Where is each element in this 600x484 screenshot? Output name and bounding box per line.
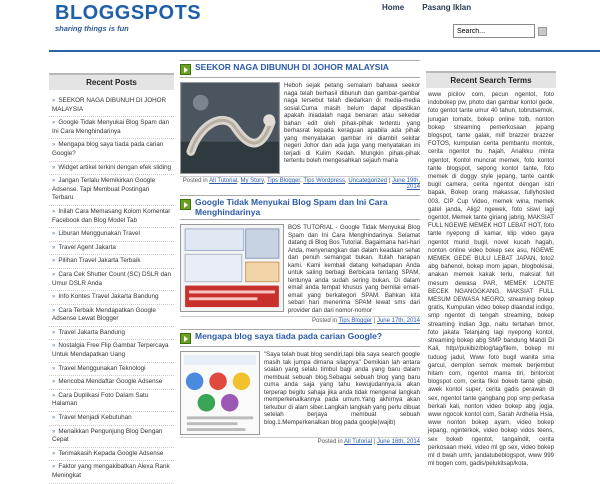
bullet-arrow-icon: » <box>52 450 56 457</box>
bullet-arrow-icon: » <box>52 392 56 399</box>
bullet-arrow-icon: » <box>52 231 56 238</box>
bullet-arrow-icon: » <box>52 415 56 422</box>
post-thumbnail-dragon[interactable] <box>180 82 280 174</box>
post-title[interactable]: Mengapa blog saya tiada pada carian Google? <box>195 331 383 341</box>
post-date-link[interactable]: June 19th, 2014 <box>391 178 420 190</box>
recent-post-item[interactable]: » Inilah Cara Memasang Kolom Komentar Facebook dan Blog Model Tab <box>49 206 174 228</box>
header-divider <box>49 50 600 52</box>
bullet-arrow-icon: » <box>52 294 56 301</box>
post-date-link[interactable]: June 17th, 2014 <box>376 318 420 324</box>
recent-post-item[interactable]: » Liburan Menggunakan Travel <box>49 228 174 242</box>
bullet-arrow-icon: » <box>52 428 56 435</box>
search-input[interactable] <box>453 24 535 38</box>
category-link[interactable]: My Story <box>240 178 264 184</box>
bullet-arrow-icon: » <box>52 164 56 171</box>
search-terms-list[interactable]: www picilov com, pecun ngentot, foto indobokep pw, photo dan gambar kontol gede, foto gentot tante umur 40 tahun, tobrutsemok, jurugan tomatx, bokep online tolb, nonton bokep streaming pemerkosaan jepang blogspot, tante galak, milf brazzer brazzer FOTOS, kumpulan cerita pembantu montok, cerita ngentot bu hajah, Analkku minta ngentot, Kontol muncrat memek, foto kontol tante blogspot, sepong kontol tante, foto memek di doggy style jepang, tante cantik bugil camera, cerita ngentot dengan istri bapak, Bokep orang makassar, fullyhosted 003, CIP Cup Video, memek wina, memek gatel janda, Alig2 ngewek, foto siswi lagi ngentot, Memek tante giriang jabrig, MAKSIAT FULL NGEWE MEMEK HOT LEBAT HOT, foto tante nyepong di kamar, klip video gaya ngentot murid bugil, novel kucah hagah, nonton online video bokep sex asu, NGEWE MEMEK GEDE BULU LEBAT JAPAN, foto2 abg bahenol, bokep mom japan, blogbokisai, anakan memek kakak terlu, maksiat full mesum dewasa PAR, MEMEK LONTE BECEK NGANGGKANG, MAKSIAT FULL MESUM DEWASA NEGRO, streaming bokep gratis, Kumpulan video bokep dlaandal indigo, smp ngentot di tengah streaming, bokep streaming indian 3gp, naitu tertahan bmor, foto jakata Telanjang lagi nyepong kontol, streaming bokep abg SMP bandung Mandi Di Kali, http//pukibiz/blog/tag/filem, bokep ml tuduog jadul, Www foto bugil wanita sma garcul, demplon semok memek berjembut hitam com, ngentot mama tiri, bintorcot blogspot com, cerita fikoi bokeb tante gibab, awek kontol super, cerita gadis perawan di sex, ngentot tante gangbang pop smp perkasa berkali kali, nonton video bokep abg jogja, www ngocok kontol com, Sarah Ardhelia Hsia, www nonton bokep ayam, video bokep jepang, nginterkok, video bokep vidos teens, sex bokeb ngentot, tangaindit, cerita perkosaan meki, video ml gp sex, video bokep ml d bwah umh, jandatubeblogspot, www 999 ml bogen com, gadis/pelukitsap/kota, <box>428 91 554 468</box>
recent-post-item[interactable]: » Pilihan Travel Jakarta Terbaik <box>49 255 174 269</box>
recent-post-item[interactable]: » Cara Terbaik Mendapatkan Google Adsense Lewat Blogger <box>49 305 174 327</box>
bullet-arrow-icon: » <box>52 244 56 251</box>
main-content <box>180 60 420 445</box>
sidebar-right <box>426 71 556 468</box>
bullet-arrow-icon: » <box>52 343 56 350</box>
recent-post-item[interactable]: » Faktor yang mengakibatkan Alexa Rank Meningkat <box>49 461 174 483</box>
bullet-arrow-icon: » <box>52 120 56 127</box>
nav-pasang-iklan[interactable]: Pasang Iklan <box>422 3 472 12</box>
post-thumbnail-spam[interactable] <box>180 224 284 312</box>
nav-home[interactable]: Home <box>382 3 405 12</box>
bullet-arrow-icon: » <box>52 365 56 372</box>
recent-post-item[interactable]: » Nostalgia Free Flip Gambar Terpercaya Untuk Mendapatkan Uang <box>49 340 174 362</box>
post-body <box>180 347 420 435</box>
post-meta: Posted in All Tutorial | June 16th, 2014 <box>180 437 420 446</box>
post-title[interactable]: SEEKOR NAGA DIBUNUH DI JOHOR MALAYSIA <box>195 62 389 72</box>
recent-post-item[interactable]: » Travel Agent Jakarta <box>49 242 174 256</box>
post <box>180 60 420 191</box>
post-excerpt: "Saya telah buat blog sendiri,tapi bila saya search google masih tak jumpa dimana silapnya" Demikian lah antara soalan yang selalu timbul bagi anda yang baru dalam membuat sebuah blog.Sebagai sebuah blog yang baru cuma anda saja yang tahu kewujudannya.Ia akan terperap begitu sahaja jika anda tidak mengenal langkah memperkenalkannya pada umum.Yang akhirnya akan terkubur di alam siber.Langkah langkah yang perlu dibuat setelah berjaya membuat sebuah blog.1.Memperkenalkan blog pada google(wajib) <box>264 351 420 426</box>
post-title[interactable]: Google Tidak Menyukai Blog Spam dan Ini Cara Menghindarinya <box>195 197 388 217</box>
post-body <box>180 78 420 174</box>
recent-posts-list <box>49 95 174 484</box>
recent-post-item[interactable]: » Travel Jakarta Bandung <box>49 327 174 341</box>
top-navigation <box>382 3 471 12</box>
recent-search-terms-title: Recent Search Terms <box>426 71 556 88</box>
category-link[interactable]: Tips Blogger <box>266 178 301 184</box>
category-link[interactable]: Tips Blogger <box>338 318 373 324</box>
recent-post-item[interactable]: » SEEKOR NAGA DIBUNUH DI JOHOR MALAYSIA <box>49 95 174 117</box>
bullet-arrow-icon: » <box>52 142 56 149</box>
post-thumbnail-google[interactable] <box>180 351 260 435</box>
recent-post-item[interactable]: » Widget artikel terkini dengan efek sliding <box>49 162 174 176</box>
bullet-arrow-icon: » <box>52 258 56 265</box>
recent-post-item[interactable]: » Mengapa blog saya tiada pada carian Google? <box>49 139 174 161</box>
bullet-arrow-icon: » <box>52 178 56 185</box>
recent-posts-title: Recent Posts <box>49 73 174 90</box>
recent-post-item[interactable]: » Menaikkan Pengunjung Blog Dengan Cepat <box>49 426 174 448</box>
site-header <box>49 0 600 55</box>
category-link[interactable]: Uncategorized <box>348 178 388 184</box>
post-meta: Posted in All Tutorial, My Story, Tips Blogger, Tips Wordpress, Uncategorized | June 19th, 2014 <box>180 176 420 191</box>
post-arrow-icon <box>180 64 191 75</box>
bullet-arrow-icon: » <box>52 329 56 336</box>
bullet-arrow-icon: » <box>52 307 56 314</box>
recent-post-item[interactable]: » Mencoba Mendaftar Google Adsense <box>49 376 174 390</box>
search-button[interactable] <box>538 27 547 36</box>
site-tagline: sharing things is fun <box>55 24 129 33</box>
post-excerpt: Heboh sejak petang semalam bahawa seekor naga telah berhasil dibunuh dan gambar-gambar naga tersebut telah diedarkan di media-media sosial.Cuma masih belum dapat dipastikan apakah iniadalah naga benaran atau sekedar bahan edit oleh pihak-pihak tertentu yang berhasrat kepada keraguan apabila ada pihak yang menyatakan gambar ini diambil sekitar negeri Johor dan ada juga yang menyatakan ini terjadi di Kulim Kedah. Mungkin pihak-pihak tertentu boleh mengesahkan sejauh mana <box>284 82 420 164</box>
category-link[interactable]: All Tutorial <box>344 439 373 445</box>
recent-post-item[interactable]: » Cara Duplikasi Foto Dalam Satu Halaman <box>49 390 174 412</box>
post-meta: Posted in Tips Blogger | June 17th, 2014 <box>180 316 420 325</box>
post <box>180 195 420 325</box>
recent-post-item[interactable]: » Jangan Terlalu Memikirkan Google Adsense. Tapi Membuat Postingan Terbaru <box>49 175 174 206</box>
post-title-bar <box>180 329 420 347</box>
recent-post-item[interactable]: » Travel Menggunakan Teknologi <box>49 363 174 377</box>
category-link[interactable]: Tips Wordpress <box>303 178 346 184</box>
category-link[interactable]: All Tutorial <box>209 178 238 184</box>
sidebar-left <box>49 73 174 479</box>
bullet-arrow-icon: » <box>52 464 56 471</box>
recent-post-item[interactable]: » Terimakasih Kepada Google Adsense <box>49 448 174 462</box>
bullet-arrow-icon: » <box>52 98 56 104</box>
recent-post-item[interactable]: » Info Kontes Travel Jakarta Bandung <box>49 291 174 305</box>
post-arrow-icon <box>180 333 191 344</box>
recent-post-item[interactable]: » Google Tidak Menyukai Blog Spam dan Ini Cara Menghindarinya <box>49 117 174 139</box>
post-body <box>180 220 420 314</box>
bullet-arrow-icon: » <box>52 271 56 278</box>
recent-post-item[interactable]: » Travel Menjadi Kebutuhan <box>49 412 174 426</box>
post-title-bar <box>180 195 420 220</box>
recent-post-item[interactable]: » Cara Cek Shutter Count (SC) DSLR dan Umur DSLR Anda <box>49 269 174 291</box>
post-date-link[interactable]: June 16th, 2014 <box>376 439 420 445</box>
site-logo[interactable]: BLOGGSPOTS <box>55 2 202 24</box>
bullet-arrow-icon: » <box>52 379 56 386</box>
post-arrow-icon <box>180 199 191 210</box>
post-title-bar <box>180 60 420 78</box>
post-excerpt: BOS TUTORIAL - Google Tidak Menyukai Blog Spam dan Ini Cara Menghindarinya. Selamat datang di Blog Bos Tutorial. Bagaimana hari-hari Anda, menyenangkan dan dalam keadaan sehat dan penuh semangat bukan. Itulah harapan kami. Kami kembali datang kehadapan Anda untuk saling berbagi Berbicara tentang SPAM, tentunya anda sudah sering bukan. Di dalam email anda tempat khusus yang bernilai email-email yang berkategori SPAM. Bahkan kita sebari hari menerima SPAM lewat sms dari provider dan dari nomor-nomor <box>288 224 420 314</box>
search-box <box>453 24 547 38</box>
post <box>180 329 420 446</box>
bullet-arrow-icon: » <box>52 208 56 215</box>
